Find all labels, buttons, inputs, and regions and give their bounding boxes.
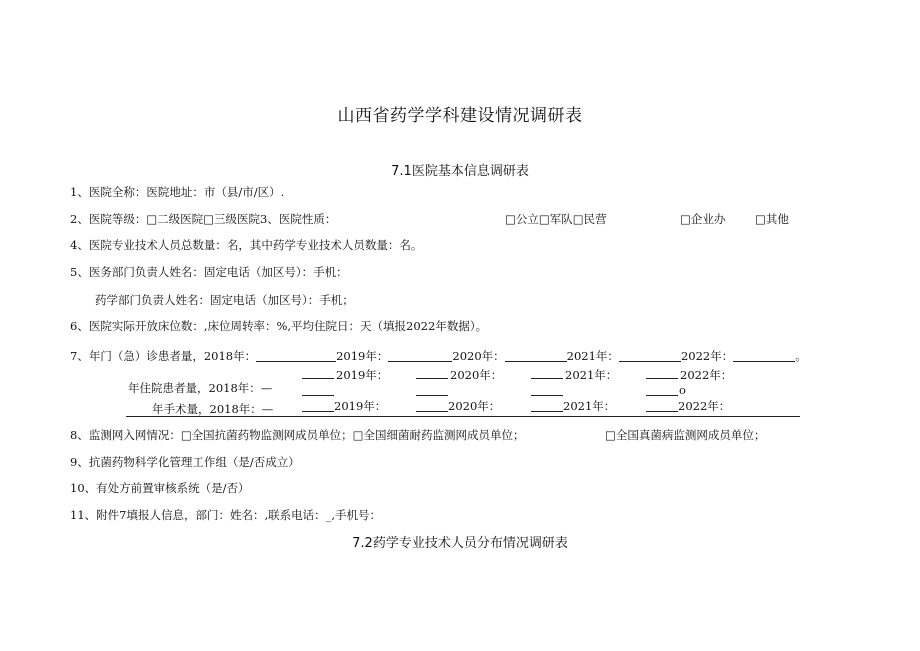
- item-11-reporter-info: 11、附件7填报人信息，部门：姓名：,联系电话：_,手机号：: [70, 508, 382, 522]
- inpatient-2019-label: 2019年：: [336, 368, 389, 382]
- inpatient-end: o: [679, 383, 686, 397]
- hospital-nature-options: □公立□军队□民营: [505, 212, 607, 226]
- surgery-2020-label: 2020年：: [448, 399, 501, 413]
- fungal-network-option: □全国真菌病监测网成员单位；: [605, 428, 766, 442]
- outpatient-2020-blank: [505, 348, 567, 362]
- item-4-staff-count: 4、医院专业技术人员总数量：名，其中药学专业技术人员数量：名。: [70, 238, 423, 252]
- item-7-outpatient: [70, 348, 807, 364]
- inpatient-label: 年住院患者量，2018年：—: [128, 381, 273, 395]
- surgery-bottom-rule: [126, 416, 800, 417]
- surgery-2018-blank: [302, 411, 334, 412]
- item-9-antibiotic-group: 9、抗菌药物科学化管理工作组（是/否成立）: [70, 455, 300, 469]
- item-1-hospital-name: 1、医院全称：医院地址：市（县/市/区）.: [70, 185, 285, 199]
- item-2-hospital-level: 2、医院等级：□二级医院□三级医院3、医院性质：: [70, 212, 337, 226]
- hospital-nature-enterprise: □企业办: [680, 212, 726, 226]
- inpatient-2021-line-a: [531, 378, 563, 379]
- hospital-nature-other: □其他: [755, 212, 789, 226]
- inpatient-2021-blank: [531, 395, 563, 396]
- inpatient-2019-blank: [302, 395, 334, 396]
- inpatient-2022-line-a: [646, 378, 678, 379]
- surgery-2021-blank: [646, 411, 678, 412]
- outpatient-2018-label: 7、年门（急）诊患者量，2018年：: [70, 349, 257, 363]
- outpatient-2021-label: 2021年：: [566, 349, 619, 363]
- surgery-label: 年手术量，2018年：—: [152, 402, 274, 416]
- item-10-prescription-review: 10、有处方前置审核系统（是/否）: [70, 481, 250, 495]
- item-6-beds: 6、医院实际开放床位数：,床位周转率：%,平均住院日：天（填报2022年数据）。: [70, 319, 488, 333]
- inpatient-2020-label: 2020年：: [450, 368, 503, 382]
- surgery-2019-blank: [416, 411, 448, 412]
- outpatient-end: 。: [795, 349, 807, 363]
- outpatient-2019-blank: [388, 348, 452, 362]
- outpatient-2020-label: 2020年：: [452, 349, 505, 363]
- inpatient-2020-line-a: [416, 378, 448, 379]
- surgery-2019-label: 2019年：: [334, 399, 387, 413]
- section-7-1-title: 7.1医院基本信息调研表: [391, 164, 529, 179]
- outpatient-2022-label: 2022年：: [680, 349, 734, 363]
- pharmacy-dept-head: 药学部门负责人姓名：固定电话（加区号）：手机；: [95, 293, 354, 307]
- inpatient-2018-blank: [302, 378, 334, 379]
- inpatient-2022-blank: [646, 395, 678, 396]
- inpatient-2020-blank: [416, 395, 448, 396]
- document-title: 山西省药学学科建设情况调研表: [337, 106, 583, 126]
- outpatient-2018-blank: [256, 348, 336, 362]
- outpatient-2019-label: 2019年：: [336, 349, 389, 363]
- section-7-2-title: 7.2药学专业技术人员分布情况调研表: [352, 536, 568, 551]
- surgery-2020-blank: [531, 411, 563, 412]
- surgery-2022-label: 2022年：: [678, 399, 731, 413]
- surgery-2021-label: 2021年：: [563, 399, 616, 413]
- outpatient-2021-blank: [619, 348, 681, 362]
- outpatient-2022-blank: [733, 348, 795, 362]
- item-8-monitoring-network: 8、监测网入网情况：□全国抗菌药物监测网成员单位；□全国细菌耐药监测网成员单位；: [70, 428, 525, 442]
- item-5-medical-dept-head: 5、医务部门负责人姓名：固定电话（加区号）：手机：: [70, 265, 348, 279]
- inpatient-2022-label: 2022年：: [680, 368, 733, 382]
- inpatient-2021-label: 2021年：: [565, 368, 618, 382]
